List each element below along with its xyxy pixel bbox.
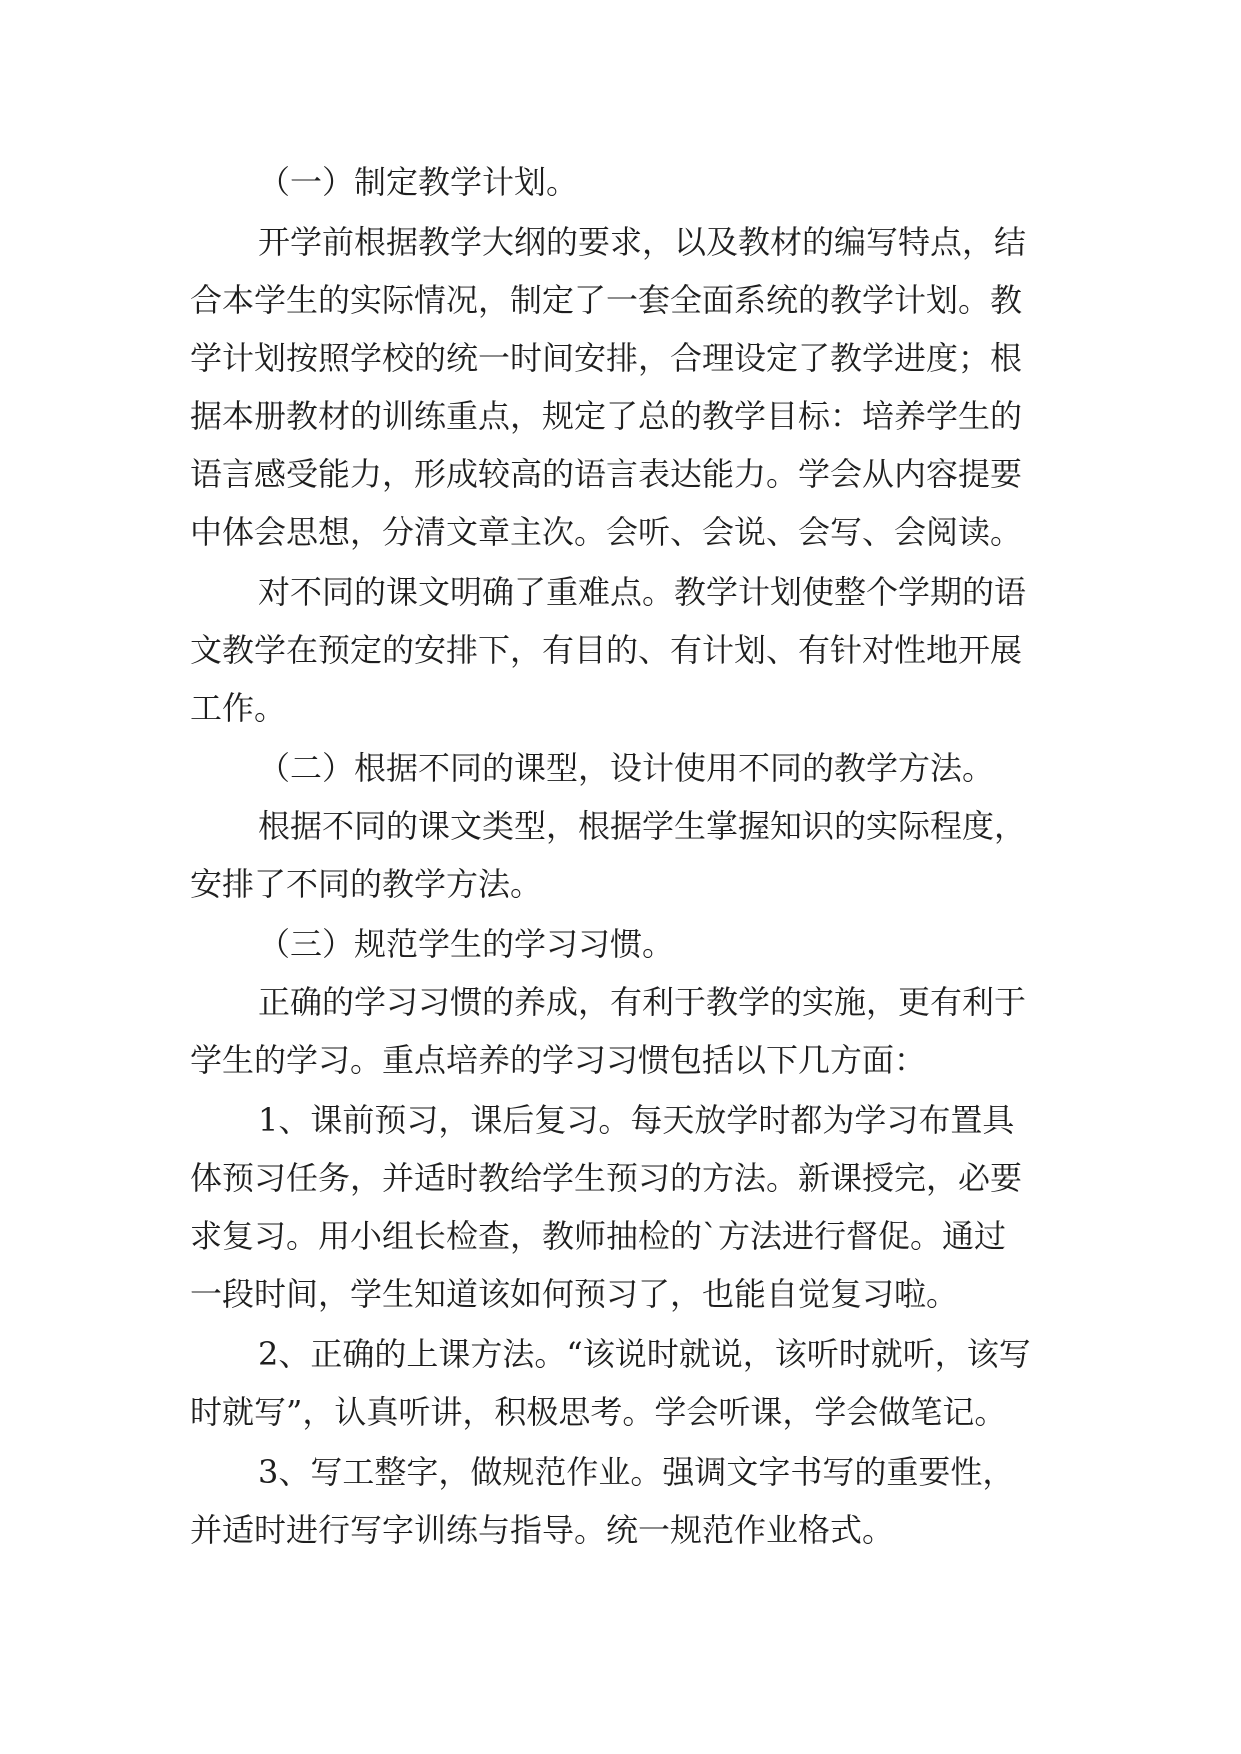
text-line: 根据不同的课文类型，根据学生掌握知识的实际程度， bbox=[258, 807, 1027, 845]
text-line: 合本学生的实际情况，制定了一套全面系统的教学计划。教 bbox=[190, 281, 1023, 319]
text-line: 中体会思想，分清文章主次。会听、会说、会写、会阅读。 bbox=[190, 513, 1023, 551]
text-line: 工作。 bbox=[190, 689, 287, 727]
text-line: 文教学在预定的安排下，有目的、有计划、有针对性地开展 bbox=[190, 631, 1023, 669]
list-item-3: 3、写工整字，做规范作业。强调文字书写的重要性， bbox=[258, 1453, 1015, 1491]
text-line: 时就写”，认真听讲，积极思考。学会听课，学会做笔记。 bbox=[190, 1393, 1007, 1431]
heading-2: （二）根据不同的课型，设计使用不同的教学方法。 bbox=[258, 749, 995, 787]
heading-3: （三）规范学生的学习习惯。 bbox=[258, 925, 675, 963]
text-line: 一段时间，学生知道该如何预习了，也能自觉复习啦。 bbox=[190, 1275, 959, 1313]
heading-1: （一）制定教学计划。 bbox=[258, 163, 579, 201]
text-line: 正确的学习习惯的养成，有利于教学的实施，更有利于 bbox=[258, 983, 1027, 1021]
text-line: 语言感受能力，形成较高的语言表达能力。学会从内容提要 bbox=[190, 455, 1023, 493]
text-line: 体预习任务，并适时教给学生预习的方法。新课授完，必要 bbox=[190, 1159, 1023, 1197]
text-line: 开学前根据教学大纲的要求，以及教材的编写特点，结 bbox=[258, 223, 1027, 261]
text-line: 据本册教材的训练重点，规定了总的教学目标：培养学生的 bbox=[190, 397, 1023, 435]
text-line: 并适时进行写字训练与指导。统一规范作业格式。 bbox=[190, 1511, 895, 1549]
text-line: 学计划按照学校的统一时间安排，合理设定了教学进度；根 bbox=[190, 339, 1023, 377]
text-line: 学生的学习。重点培养的学习习惯包括以下几方面： bbox=[190, 1041, 927, 1079]
list-item-1: 1、课前预习，课后复习。每天放学时都为学习布置具 bbox=[258, 1101, 1015, 1139]
text-line: 安排了不同的教学方法。 bbox=[190, 865, 543, 903]
text-line: 对不同的课文明确了重难点。教学计划使整个学期的语 bbox=[258, 573, 1027, 611]
list-item-2: 2、正确的上课方法。“该说时就说，该听时就听，该写 bbox=[258, 1335, 1031, 1373]
text-line: 求复习。用小组长检查，教师抽检的`方法进行督促。通过 bbox=[190, 1217, 1007, 1255]
